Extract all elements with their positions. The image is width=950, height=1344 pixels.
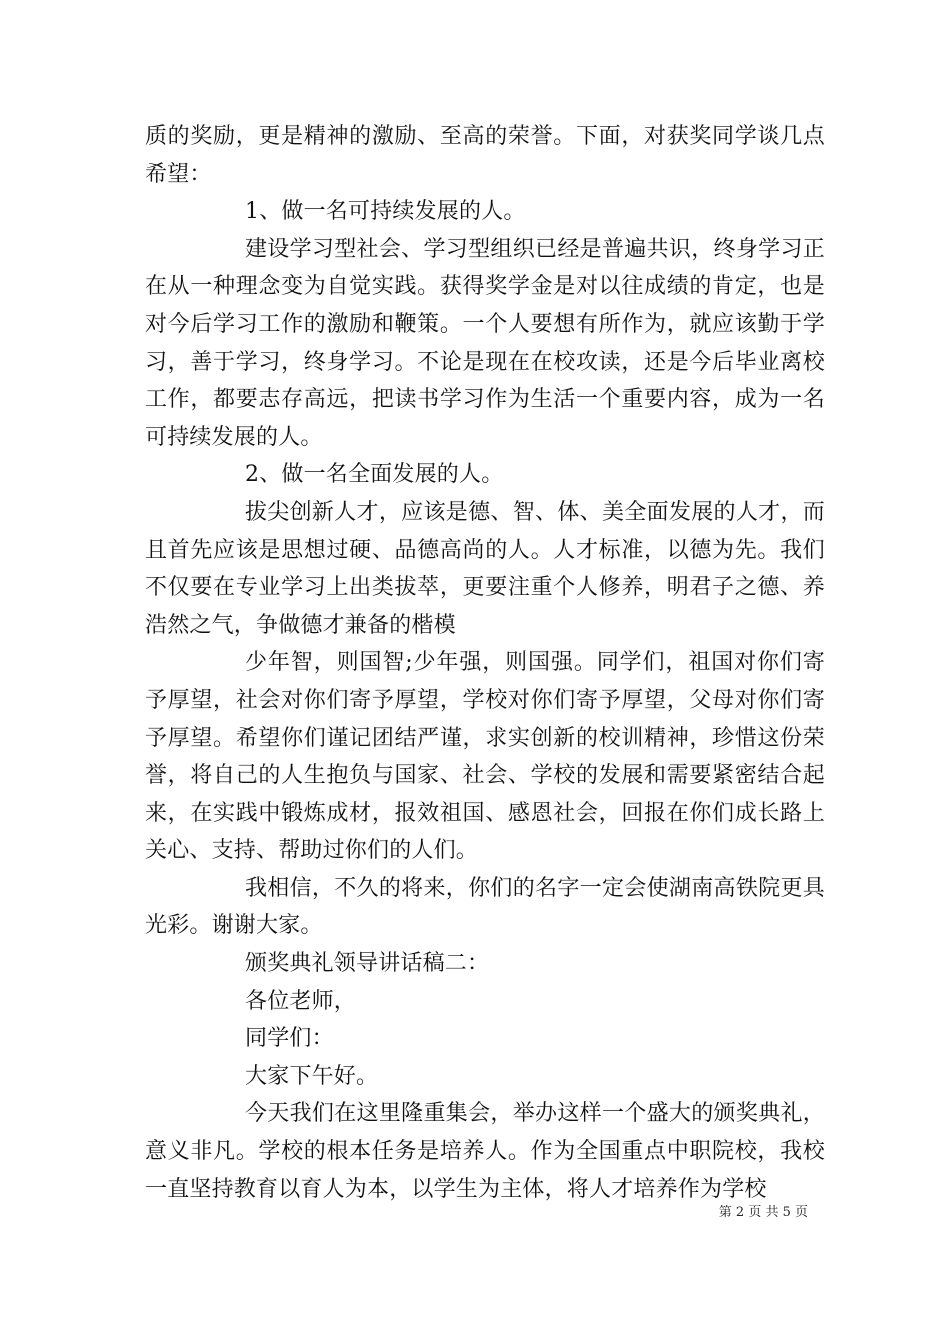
paragraph-6: 少年智，则国智;少年强，则国强。同学们，祖国对你们寄予厚望，社会对你们寄予厚望，学校对你们寄予厚望，父母对你们寄予厚望。希望你们谨记团结严谨，求实创新的校训精神，珍惜这份荣誉，将自己的人生抱负与国家、社会、学校的发展和需要紧密结合起来，在实践中锻炼成材，报效祖国、感恩社会，回报在你们成长路上关心、支持、帮助过你们的人们。 — [145, 650, 825, 864]
paragraph-2-heading: 1、做一名可持续发展的人。 — [245, 199, 526, 225]
paragraph-12: 今天我们在这里隆重集会，举办这样一个盛大的颁奖典礼，意义非凡。学校的根本任务是培养人。作为全国重点中职院校，我校一直坚持教育以育人为本，以学生为主体，将人才培养作为学校 — [145, 1101, 825, 1202]
paragraph-1: 质的奖励，更是精神的激励、至高的荣誉。下面，对获奖同学谈几点希望： — [145, 124, 825, 187]
salutation-students: 同学们： — [245, 1026, 334, 1052]
greeting: 大家下午好。 — [245, 1063, 379, 1089]
page-number-footer: 第 2 页 共 5 页 — [718, 1205, 808, 1220]
section-title-speech-two: 颁奖典礼领导讲话稿二： — [245, 951, 490, 977]
salutation-teachers: 各位老师， — [245, 988, 357, 1014]
paragraph-3: 建设学习型社会、学习型组织已经是普遍共识，终身学习正在从一种理念变为自觉实践。获得奖学金是对以往成绩的肯定，也是对今后学习工作的激励和鞭策。一个人要想有所作为，就应该勤于学习，善于学习，终身学习。不论是现在在校攻读，还是今后毕业离校工作，都要志存高远，把读书学习作为生活一个重要内容，成为一名可持续发展的人。 — [145, 236, 825, 450]
paragraph-5: 拔尖创新人才，应该是德、智、体、美全面发展的人才，而且首先应该是思想过硬、品德高尚的人。人才标准，以德为先。我们不仅要在专业学习上出类拔萃，更要注重个人修养，明君子之德、养浩然之气，争做德才兼备的楷模 — [145, 499, 825, 638]
paragraph-4-heading: 2、做一名全面发展的人。 — [245, 462, 504, 488]
document-body — [145, 118, 825, 1208]
paragraph-7: 我相信，不久的将来，你们的名字一定会使湖南高铁院更具光彩。谢谢大家。 — [145, 875, 825, 939]
